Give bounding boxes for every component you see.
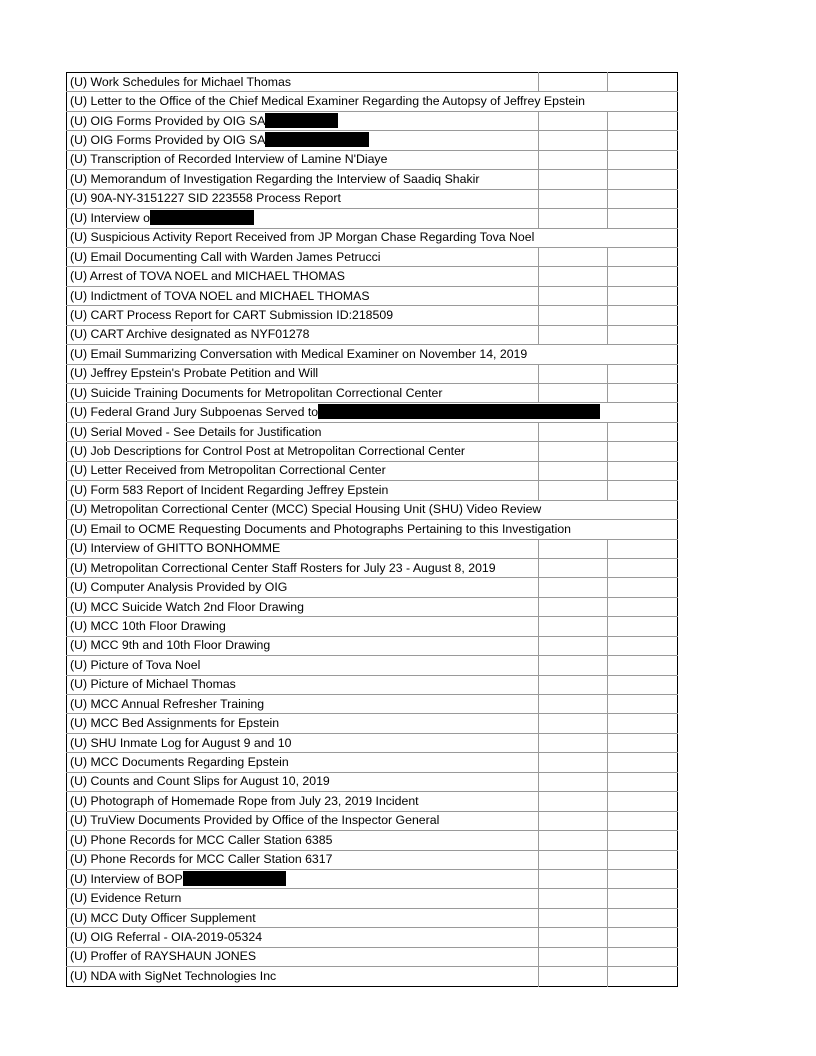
row-title-cell [67,481,539,500]
row-title-cell [67,617,539,636]
table-row [67,267,678,286]
row-title-cell [67,850,539,869]
empty-cell [539,267,608,286]
empty-cell [539,306,608,325]
empty-cell [608,364,678,383]
empty-cell [608,675,678,694]
empty-cell [539,772,608,791]
row-title-cell [67,636,539,655]
row-title-cell [67,422,539,441]
row-title-cell [67,247,539,266]
empty-cell [539,792,608,811]
empty-cell [608,286,678,305]
empty-cell [539,675,608,694]
row-title-cell [67,695,539,714]
row-title-cell [67,597,539,616]
row-title-cell [67,384,539,403]
table-row [67,850,678,869]
row-title: (U) MCC 9th and 10th Floor Drawing [70,638,271,653]
row-title-cell [67,286,539,305]
empty-cell [608,733,678,752]
row-title: (U) MCC Annual Refresher Training [70,696,265,711]
empty-cell [608,772,678,791]
table-row [67,170,678,189]
row-title: (U) MCC Bed Assignments for Epstein [70,716,280,731]
row-title-cell [67,753,539,772]
table-row [67,967,678,986]
table-row [67,558,678,577]
row-title: (U) Phone Records for MCC Caller Station 6317 [70,852,333,867]
empty-cell [539,597,608,616]
row-title: (U) Interview of BOP [70,871,183,886]
row-title: (U) MCC Documents Regarding Epstein [70,755,289,770]
empty-cell [539,928,608,947]
document-table [66,72,678,987]
row-title: (U) Arrest of TOVA NOEL and MICHAEL THOMAS [70,269,345,284]
table-row [67,228,678,247]
empty-cell [608,539,678,558]
empty-cell [539,325,608,344]
table-row [67,384,678,403]
table-row [67,772,678,791]
table-row [67,286,678,305]
row-title-cell [67,733,539,752]
table-row [67,656,678,675]
row-title-cell [67,967,539,986]
table-row [67,811,678,830]
empty-cell [539,889,608,908]
row-title: (U) MCC Duty Officer Supplement [70,910,256,925]
empty-cell [608,714,678,733]
empty-cell [608,967,678,986]
table-row [67,422,678,441]
row-title-cell [67,539,539,558]
row-title-cell [67,209,539,228]
empty-cell [608,578,678,597]
table-row [67,345,678,364]
empty-cell [539,170,608,189]
row-title-cell [67,189,539,208]
table-row [67,831,678,850]
empty-cell [539,209,608,228]
empty-cell [608,170,678,189]
row-title: (U) Counts and Count Slips for August 10, 2019 [70,774,330,789]
table-row [67,111,678,130]
empty-cell [608,481,678,500]
empty-cell [608,811,678,830]
empty-cell [608,189,678,208]
table-row [67,753,678,772]
row-title-cell [67,831,539,850]
row-title: (U) OIG Forms Provided by OIG SA [70,113,266,128]
row-title: (U) Serial Moved - See Details for Justification [70,424,322,439]
row-title-cell [67,111,539,130]
row-title-cell [67,170,539,189]
redaction-block [150,210,254,225]
row-title: (U) Metropolitan Correctional Center (MCC) Special Housing Unit (SHU) Video Review [70,502,542,517]
table-row [67,636,678,655]
empty-cell [608,636,678,655]
table-row [67,928,678,947]
row-title: (U) Letter Received from Metropolitan Correctional Center [70,463,386,478]
row-title: (U) Email to OCME Requesting Documents and Photographs Pertaining to this Investigation [70,521,572,536]
empty-cell [539,442,608,461]
empty-cell [608,869,678,888]
row-title: (U) SHU Inmate Log for August 9 and 10 [70,735,292,750]
row-title: (U) TruView Documents Provided by Office of the Inspector General [70,813,440,828]
row-title: (U) Interview o [70,210,150,225]
empty-cell [608,442,678,461]
row-title-cell [67,73,539,92]
row-title: (U) Picture of Michael Thomas [70,677,236,692]
table-row [67,695,678,714]
table-row [67,869,678,888]
table-row [67,442,678,461]
row-title-cell [67,500,678,519]
empty-cell [608,384,678,403]
table-row [67,792,678,811]
empty-cell [539,908,608,927]
table-row [67,150,678,169]
row-title: (U) CART Archive designated as NYF01278 [70,327,310,342]
row-title: (U) Email Summarizing Conversation with Medical Examiner on November 14, 2019 [70,346,528,361]
empty-cell [608,306,678,325]
row-title-cell [67,792,539,811]
table-body [67,73,678,987]
empty-cell [539,558,608,577]
empty-cell [539,461,608,480]
row-title: (U) CART Process Report for CART Submission ID:218509 [70,307,394,322]
table-row [67,247,678,266]
empty-cell [608,461,678,480]
table-row [67,461,678,480]
empty-cell [608,558,678,577]
row-title: (U) MCC 10th Floor Drawing [70,618,226,633]
table-row [67,73,678,92]
row-title: (U) Transcription of Recorded Interview of Lamine N'Diaye [70,152,388,167]
row-title: (U) Suicide Training Documents for Metropolitan Correctional Center [70,385,443,400]
row-title-cell [67,889,539,908]
empty-cell [539,481,608,500]
table-row [67,306,678,325]
row-title-cell [67,772,539,791]
table-row [67,403,678,422]
empty-cell [608,209,678,228]
table-row [67,520,678,539]
redaction-block [183,871,286,886]
empty-cell [539,636,608,655]
empty-cell [608,947,678,966]
row-title-cell [67,267,539,286]
row-title-cell [67,908,539,927]
row-title: (U) Job Descriptions for Control Post at Metropolitan Correctional Center [70,444,466,459]
empty-cell [539,384,608,403]
empty-cell [539,131,608,150]
empty-cell [539,111,608,130]
table-row [67,733,678,752]
empty-cell [539,733,608,752]
table-row [67,889,678,908]
row-title-cell [67,461,539,480]
empty-cell [539,869,608,888]
empty-cell [608,908,678,927]
empty-cell [539,714,608,733]
row-title: (U) MCC Suicide Watch 2nd Floor Drawing [70,599,304,614]
row-title: (U) Form 583 Report of Incident Regarding Jeffrey Epstein [70,482,389,497]
empty-cell [539,695,608,714]
table-row [67,131,678,150]
row-title: (U) Metropolitan Correctional Center Staff Rosters for July 23 - August 8, 2019 [70,560,496,575]
row-title: (U) Computer Analysis Provided by OIG [70,580,288,595]
redaction-block [265,132,369,147]
row-title-cell [67,928,539,947]
redaction-block [265,113,338,128]
row-title-cell [67,578,539,597]
table-row [67,617,678,636]
empty-cell [539,364,608,383]
row-title: (U) Picture of Tova Noel [70,657,201,672]
row-title: (U) Memorandum of Investigation Regarding the Interview of Saadiq Shakir [70,171,480,186]
row-title: (U) Letter to the Office of the Chief Medical Examiner Regarding the Autopsy of Jeffrey Epstein [70,94,585,109]
empty-cell [539,422,608,441]
row-title: (U) Evidence Return [70,891,182,906]
row-title-cell [67,520,678,539]
table-row [67,364,678,383]
row-title-cell [67,675,539,694]
row-title: (U) Work Schedules for Michael Thomas [70,74,291,89]
empty-cell [608,695,678,714]
empty-cell [539,831,608,850]
empty-cell [539,656,608,675]
empty-cell [608,850,678,869]
row-title: (U) Jeffrey Epstein's Probate Petition and Will [70,366,319,381]
empty-cell [608,831,678,850]
empty-cell [608,131,678,150]
row-title: (U) 90A-NY-3151227 SID 223558 Process Report [70,191,341,206]
table-row [67,578,678,597]
row-title: (U) OIG Referral - OIA-2019-05324 [70,929,263,944]
table-row [67,597,678,616]
table-row [67,714,678,733]
row-title: (U) Proffer of RAYSHAUN JONES [70,949,257,964]
row-title-cell [67,306,539,325]
empty-cell [608,73,678,92]
row-title-cell [67,947,539,966]
row-title: (U) Phone Records for MCC Caller Station 6385 [70,832,333,847]
table-row [67,947,678,966]
empty-cell [539,947,608,966]
empty-cell [539,73,608,92]
empty-cell [539,811,608,830]
empty-cell [539,539,608,558]
row-title: (U) Suspicious Activity Report Received from JP Morgan Chase Regarding Tova Noel [70,230,535,245]
row-title-cell [67,228,678,247]
empty-cell [539,850,608,869]
empty-cell [539,150,608,169]
row-title: (U) NDA with SigNet Technologies Inc [70,968,277,983]
empty-cell [608,597,678,616]
table-row [67,908,678,927]
empty-cell [608,267,678,286]
empty-cell [608,889,678,908]
empty-cell [608,753,678,772]
row-title-cell [67,92,678,111]
empty-cell [539,967,608,986]
row-title-cell [67,325,539,344]
row-title-cell [67,558,539,577]
table-row [67,481,678,500]
empty-cell [539,617,608,636]
row-title: (U) Photograph of Homemade Rope from July 23, 2019 Incident [70,793,419,808]
empty-cell [539,189,608,208]
table-row [67,325,678,344]
table-row [67,539,678,558]
row-title-cell [67,131,539,150]
row-title-cell [67,811,539,830]
empty-cell [539,286,608,305]
table-row [67,675,678,694]
table-row [67,209,678,228]
row-title-cell [67,869,539,888]
empty-cell [608,792,678,811]
empty-cell [539,753,608,772]
row-title-cell [67,150,539,169]
empty-cell [608,247,678,266]
empty-cell [608,422,678,441]
row-title: (U) Email Documenting Call with Warden James Petrucci [70,249,381,264]
empty-cell [608,656,678,675]
redaction-block [318,404,600,419]
row-title-cell [67,442,539,461]
table-row [67,92,678,111]
empty-cell [608,325,678,344]
empty-cell [608,617,678,636]
row-title-cell [67,714,539,733]
row-title: (U) Indictment of TOVA NOEL and MICHAEL THOMAS [70,288,370,303]
row-title: (U) OIG Forms Provided by OIG SA [70,133,266,148]
empty-cell [608,928,678,947]
row-title-cell [67,403,678,422]
empty-cell [539,578,608,597]
row-title-cell [67,656,539,675]
empty-cell [608,111,678,130]
empty-cell [608,150,678,169]
row-title-cell [67,364,539,383]
table-row [67,189,678,208]
row-title: (U) Interview of GHITTO BONHOMME [70,541,281,556]
row-title-cell [67,345,678,364]
table-row [67,500,678,519]
empty-cell [539,247,608,266]
row-title: (U) Federal Grand Jury Subpoenas Served to [70,405,319,420]
